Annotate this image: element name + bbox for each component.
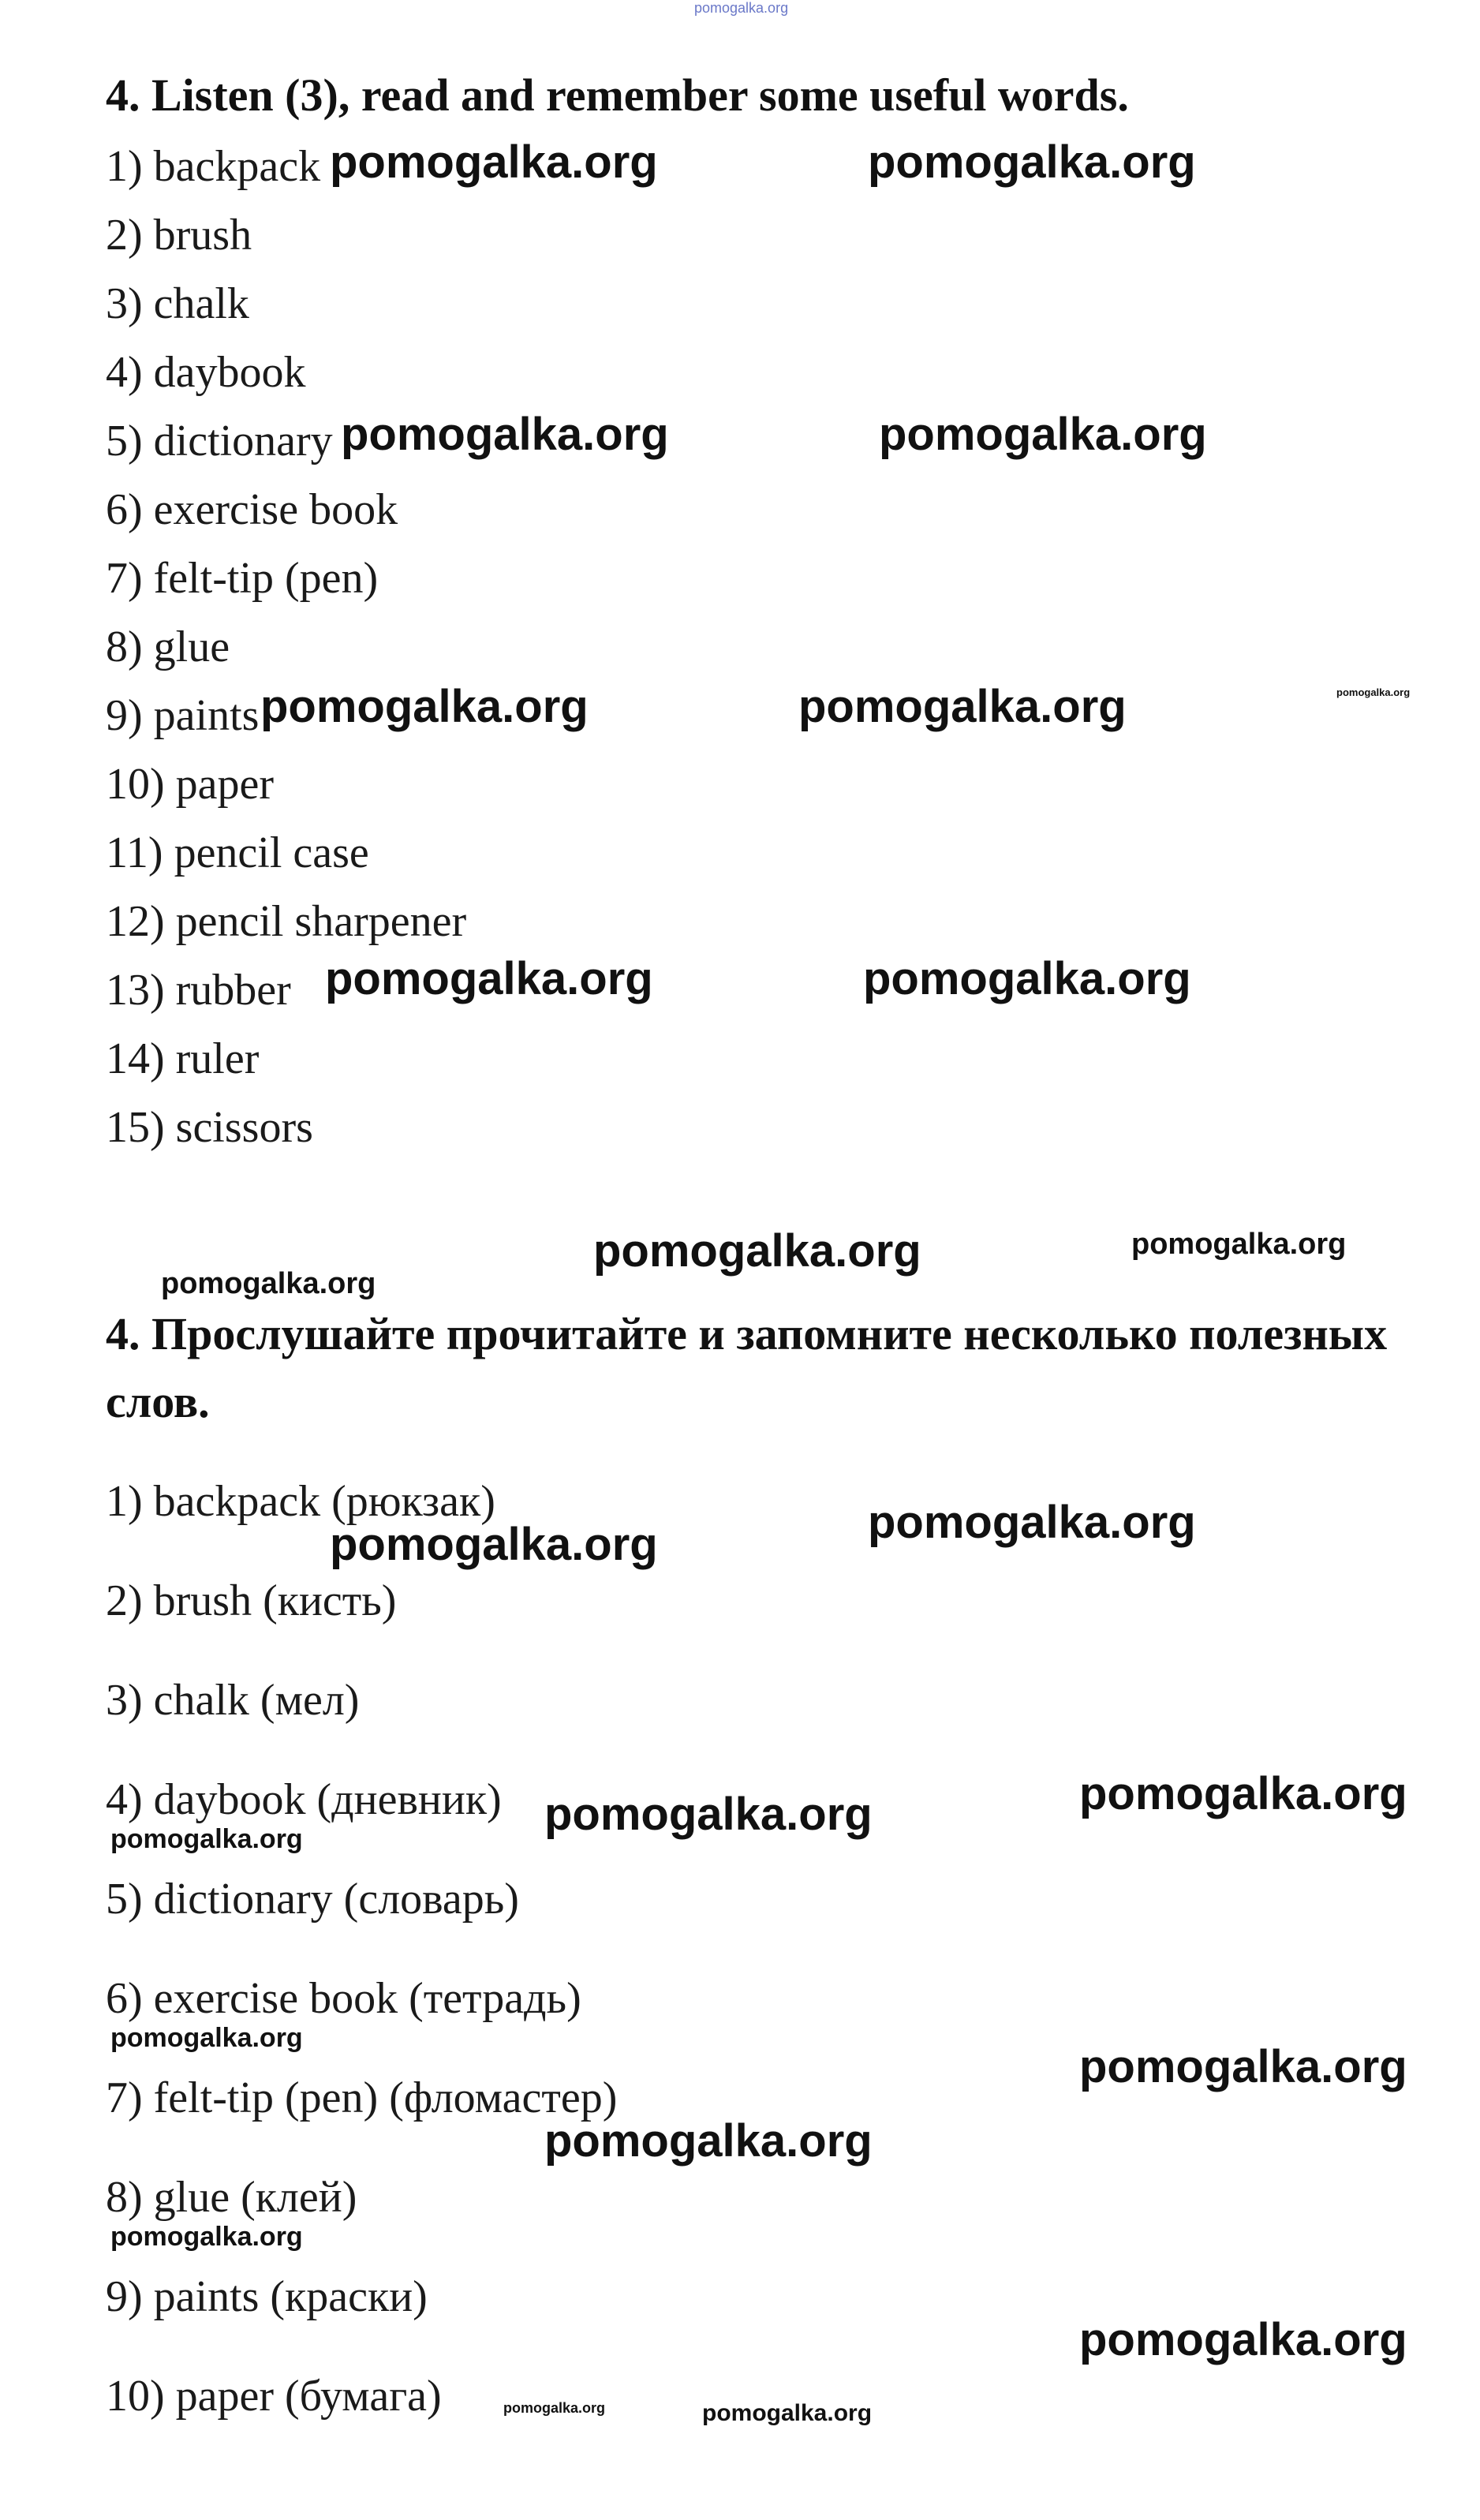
watermark: pomogalka.org	[330, 1519, 658, 1570]
word-item: 8) glue	[106, 623, 230, 671]
watermark: pomogalka.org	[1336, 686, 1411, 698]
watermark: pomogalka.org	[544, 2115, 873, 2167]
translation-item: 2) brush (кисть)	[106, 1576, 397, 1625]
word-item: 4) daybook	[106, 348, 306, 397]
word-item: 9) paints	[106, 691, 260, 740]
watermark: pomogalka.org	[868, 136, 1196, 188]
watermark: pomogalka.org	[330, 136, 658, 188]
watermark: pomogalka.org	[1079, 2314, 1407, 2365]
translation-item: 7) felt-tip (pen) (фломастер)	[106, 2073, 618, 2122]
translation-item: 6) exercise book (тетрадь)	[106, 1974, 581, 2023]
watermark: pomogalka.org	[110, 2023, 303, 2053]
watermark: pomogalka.org	[1079, 2041, 1407, 2092]
translation-item: 5) dictionary (словарь)	[106, 1875, 519, 1924]
exercise-heading-russian: 4. Прослушайте прочитайте и запомните несколько полезных	[106, 1308, 1388, 1359]
watermark: pomogalka.org	[863, 953, 1191, 1004]
word-item: 11) pencil case	[106, 828, 369, 877]
watermark: pomogalka.org	[1131, 1228, 1347, 1261]
watermark: pomogalka.org	[879, 409, 1207, 460]
translation-item: 10) paper (бумага)	[106, 2372, 442, 2421]
translation-item: 1) backpack (рюкзак)	[106, 1477, 495, 1526]
translation-item: 3) chalk (мел)	[106, 1676, 360, 1725]
watermark: pomogalka.org	[702, 2400, 873, 2426]
word-item: 5) dictionary	[106, 417, 333, 465]
word-item: 6) exercise book	[106, 485, 398, 534]
word-item: 2) brush	[106, 211, 252, 260]
word-item: 10) paper	[106, 760, 275, 809]
word-item: 3) chalk	[106, 279, 249, 328]
watermark: pomogalka.org	[260, 681, 589, 732]
translation-item: 8) glue (клей)	[106, 2173, 357, 2222]
watermark: pomogalka.org	[1079, 1768, 1407, 1819]
watermark: pomogalka.org	[593, 1225, 921, 1277]
watermark: pomogalka.org	[110, 2222, 303, 2252]
translation-item: 4) daybook (дневник)	[106, 1775, 502, 1824]
watermark: pomogalka.org	[868, 1497, 1196, 1548]
watermark: pomogalka.org	[544, 1789, 873, 1840]
translation-item: 9) paints (краски)	[106, 2272, 428, 2321]
watermark: pomogalka.org	[161, 1267, 376, 1300]
word-item: 12) pencil sharpener	[106, 897, 467, 946]
word-item: 13) rubber	[106, 966, 291, 1015]
watermark: pomogalka.org	[798, 681, 1127, 732]
word-item: 7) felt-tip (pen)	[106, 554, 379, 603]
exercise-heading-russian-cont: слов.	[106, 1376, 210, 1427]
word-item: 14) ruler	[106, 1034, 260, 1083]
watermark: pomogalka.org	[110, 1824, 303, 1854]
watermark-top: pomogalka.org	[694, 0, 789, 16]
watermark: pomogalka.org	[325, 953, 653, 1004]
watermark: pomogalka.org	[503, 2400, 606, 2416]
word-item: 15) scissors	[106, 1103, 313, 1152]
watermark: pomogalka.org	[341, 409, 669, 460]
word-item: 1) backpack	[106, 142, 321, 191]
exercise-heading-english: 4. Listen (3), read and remember some useful words.	[106, 69, 1129, 121]
